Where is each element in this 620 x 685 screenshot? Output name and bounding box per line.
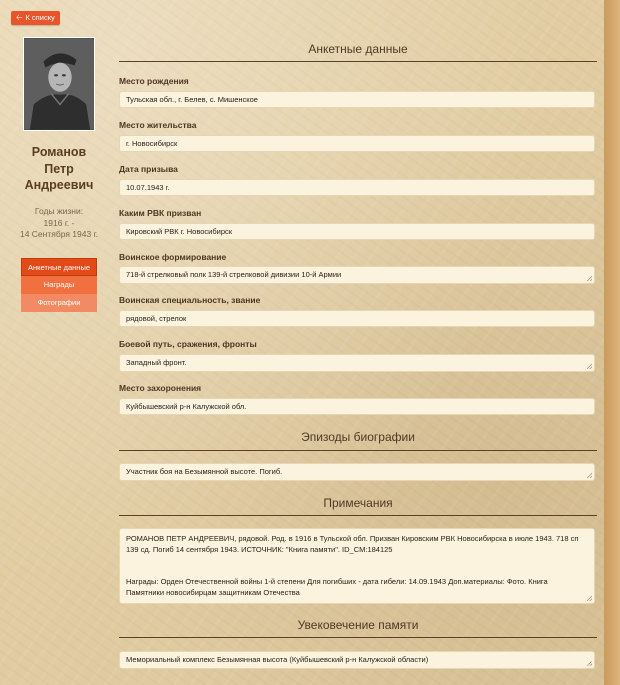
resize-handle-icon[interactable] (587, 473, 592, 478)
section-divider (119, 61, 597, 62)
portrait-photo (23, 37, 95, 131)
resize-handle-icon[interactable] (587, 364, 592, 369)
side-navigation (21, 258, 97, 312)
notes-paragraph-1: РОМАНОВ ПЕТР АНДРЕЕВИЧ, рядовой. Род. в 1916 в Тульской обл. Призван Кировским РВК Новосибирска в июле 1943. 718 сп 139 сд. Погиб 14 сентября 1943. ИСТОЧНИК: "Книга памяти". ID_CM:184125 (126, 534, 579, 555)
life-years (0, 206, 118, 241)
field-label-draft-date: Дата призыва (119, 164, 178, 174)
nav-item-awards[interactable]: Награды (21, 276, 97, 294)
resize-handle-icon[interactable] (587, 276, 592, 281)
nav-item-profile[interactable]: Анкетные данные (21, 258, 97, 276)
back-to-list-button[interactable] (11, 11, 60, 25)
field-draft-office[interactable]: Кировский РВК г. Новосибирск (119, 223, 595, 240)
field-birthplace[interactable]: Тульская обл., г. Белев, с. Мишенское (119, 91, 595, 108)
surname: Романов (31, 145, 87, 159)
field-combat-path[interactable] (119, 354, 595, 372)
birth-year: 1916 г. - (43, 217, 75, 228)
person-name (0, 144, 118, 194)
resize-handle-icon[interactable] (587, 661, 592, 666)
resize-handle-icon[interactable] (587, 596, 592, 601)
nav-item-photos[interactable]: Фотографии (21, 294, 97, 312)
field-memory-value: Мемориальный комплекс Безымянная высота (Куйбышевский р-н Калужской области) (126, 655, 429, 664)
life-years-label: Годы жизни: (34, 206, 84, 216)
right-edge-strip (604, 0, 620, 685)
section-title-episodes: Эпизоды биографии (301, 430, 415, 444)
field-label-draft-office: Каким РВК призван (119, 208, 202, 218)
field-label-military-unit: Воинское формирование (119, 252, 227, 262)
field-military-unit[interactable] (119, 266, 595, 284)
field-episodes[interactable] (119, 463, 595, 481)
field-notes[interactable] (119, 528, 595, 604)
section-divider (119, 637, 597, 638)
field-burial-place[interactable]: Куйбышевский р-н Калужской обл. (119, 398, 595, 415)
field-memory[interactable] (119, 651, 595, 669)
section-title-memory: Увековечение памяти (297, 618, 419, 632)
field-episodes-value: Участник боя на Безымянной высоте. Погиб. (126, 467, 283, 476)
first-name: Петр (44, 161, 74, 176)
section-divider (119, 450, 597, 451)
field-military-unit-value: 718-й стрелковый полк 139-й стрелковой дивизии 10-й Армии (126, 270, 342, 279)
notes-paragraph-2: Награды: Орден Отечественной войны 1-й степени Для погибших - дата гибели: 14.09.1943 Доп.материалы: Фото. Книга Памятники новосибирцам защитникам Отечества (126, 576, 548, 597)
field-label-combat-path: Боевой путь, сражения, фронты (119, 339, 257, 349)
patronymic: Андреевич (24, 178, 94, 192)
field-label-residence: Место жительства (119, 120, 197, 130)
field-residence[interactable]: г. Новосибирск (119, 135, 595, 152)
back-button-label: К списку (25, 13, 55, 22)
field-combat-path-value: Западный фронт. (126, 358, 187, 367)
field-label-burial-place: Место захоронения (119, 383, 202, 393)
section-divider (119, 515, 597, 516)
field-draft-date[interactable]: 10.07.1943 г. (119, 179, 595, 196)
field-label-birthplace: Место рождения (119, 76, 189, 86)
arrow-left-icon: 🡠 (16, 13, 23, 22)
field-specialty-rank[interactable]: рядовой, стрелок (119, 310, 595, 327)
notes-spacer (126, 556, 586, 576)
soldier-portrait-image (24, 38, 94, 130)
death-date: 14 Сентября 1943 г. (19, 229, 99, 239)
field-label-specialty-rank: Воинская специальность, звание (119, 295, 261, 305)
section-title-profile: Анкетные данные (308, 42, 408, 56)
section-title-notes: Примечания (323, 496, 393, 510)
